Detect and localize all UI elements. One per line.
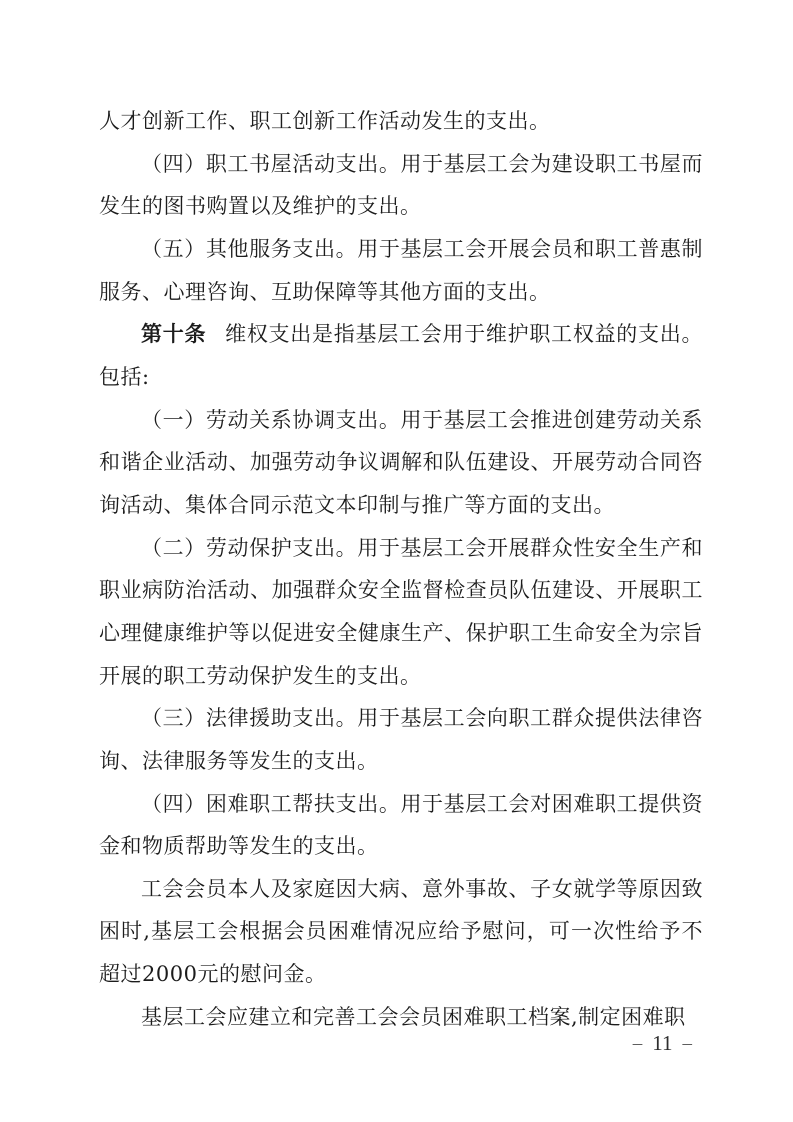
page-number: 11 — [652, 1031, 673, 1055]
paragraph: （四）困难职工帮扶支出。用于基层工会对困难职工提供资金和物质帮助等发生的支出。 — [99, 791, 703, 859]
article-number: 第十条 — [141, 321, 207, 347]
paragraph-article-10 — [99, 313, 703, 398]
page-footer — [633, 1031, 692, 1056]
paragraph: （三）法律援助支出。用于基层工会向职工群众提供法律咨询、法律服务等发生的支出。 — [99, 706, 703, 773]
paragraph: （二）劳动保护支出。用于基层工会开展群众性安全生产和职业病防治活动、加强群众安全监督检查员队伍建设、开展职工心理健康维护等以促进安全健康生产、保护职工生命安全为宗旨开展的职工劳动保护发生的支出。 — [99, 535, 703, 688]
paragraph: （五）其他服务支出。用于基层工会开展会员和职工普惠制服务、心理咨询、互助保障等其他方面的支出。 — [99, 236, 703, 304]
footer-dash-left: – — [632, 1032, 643, 1054]
paragraph: （四）职工书屋活动支出。用于基层工会为建设职工书屋而发生的图书购置以及维护的支出。 — [99, 151, 703, 219]
document-body — [99, 100, 703, 1038]
paragraph: 工会会员本人及家庭因大病、意外事故、子女就学等原因致困时,基层工会根据会员困难情况应给予慰问，可一次性给予不超过2000元的慰问金。 — [99, 876, 703, 987]
paragraph: 基层工会应建立和完善工会会员困难职工档案,制定困难职 — [141, 1004, 686, 1029]
paragraph: 人才创新工作、职工创新工作活动发生的支出。 — [99, 109, 551, 133]
article-text: 维权支出是指基层工会用于维护职工权益的支出。包括: — [99, 322, 703, 389]
paragraph: （一）劳动关系协调支出。用于基层工会推进创建劳动关系和谐企业活动、加强劳动争议调解和队伍建设、开展劳动合同咨询活动、集体合同示范文本印制与推广等方面的支出。 — [99, 407, 703, 517]
footer-dash-right: – — [682, 1032, 692, 1054]
